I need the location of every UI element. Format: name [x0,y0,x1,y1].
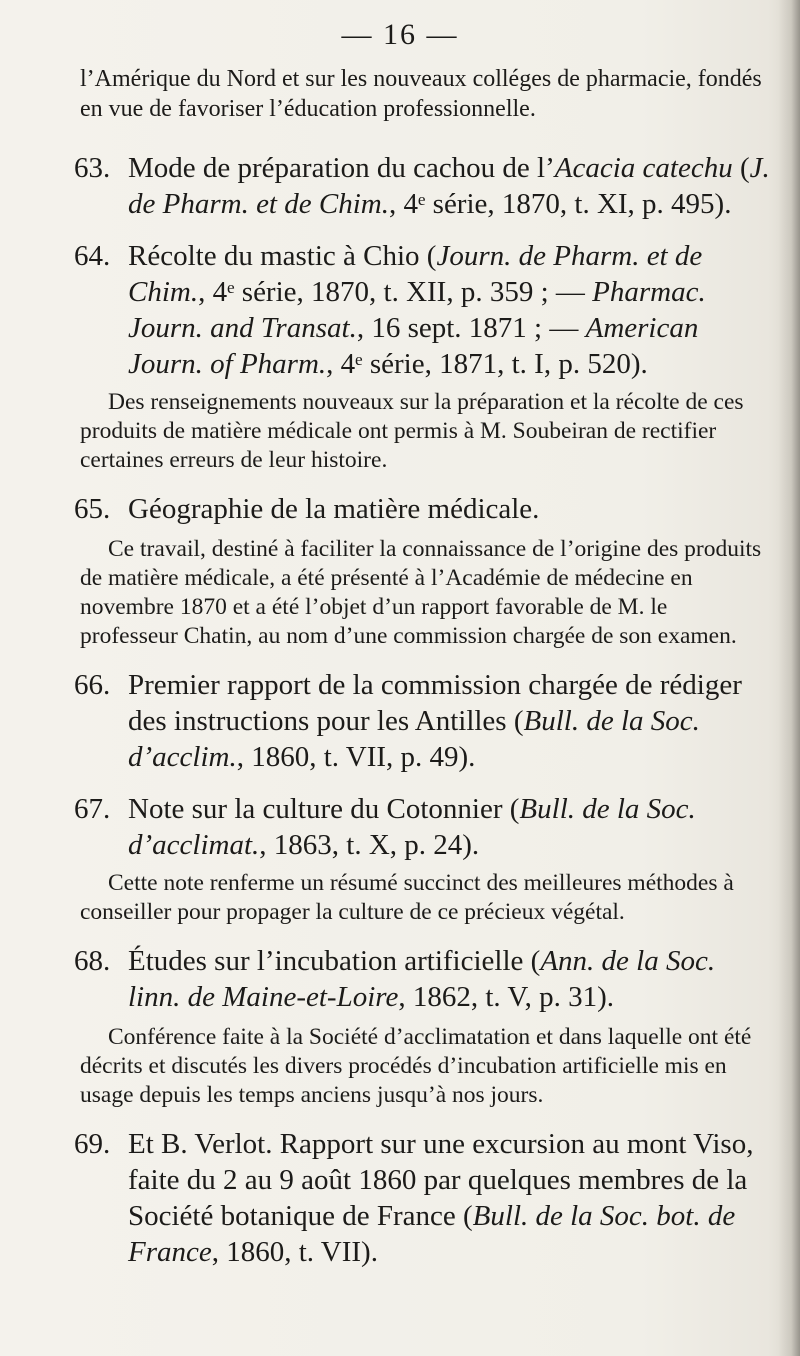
entry-title: Études sur l’incubation artificielle [128,945,524,977]
entry-ref-open: ( [523,945,541,977]
entry-heading [74,491,770,527]
entry-heading [74,238,770,382]
entry-heading [74,667,770,775]
entry-note: Cette note renferme un résumé succinct des meilleures méthodes à conseiller pour propager la culture de ce précieux végétal. [80,870,734,925]
entry-ref-open: ( [732,152,750,184]
entry-64 [74,238,770,475]
entry-ref-details: , 1860, t. VII, p. 49). [236,741,476,773]
entry-title: Récolte du mastic à Chio [128,240,420,272]
entry-ref-details: , 4ᵉ série, 1870, t. XII, p. 359 ; — [198,276,593,308]
entry-number: 64. [74,240,111,272]
entry-ref-journal: Bull. de la Soc. bot. de France [128,1200,736,1268]
entry-note: Conférence faite à la Société d’acclimatation et dans laquelle ont été décrits et discutés les divers procédés d’incubation artificielle mis en usage depuis les temps anciens jusqu’à nos jours. [80,1024,752,1108]
entry-title: Géographie de la matière médicale. [128,493,540,525]
entry-title-italic: Acacia catechu [554,152,733,184]
entry-ref-details: , 1860, t. VII). [211,1236,378,1268]
entry-title: Note sur la culture du Cotonnier [128,793,503,825]
entry-ref-details-3: , 4ᵉ série, 1871, t. I, p. 520). [326,348,648,380]
entry-ref-journal-2: Pharmac. Journ. and Transat. [128,276,706,344]
entry-ref-journal-3: American Journ. of Pharm. [128,312,699,380]
entry-ref-details-2: , 16 sept. 1871 ; — [356,312,586,344]
entry-ref-journal: Journ. de Pharm. et de Chim. [128,240,703,308]
entry-title: Mode de préparation du cachou de l’ [128,152,555,184]
entry-number: 68. [74,945,111,977]
entry-ref-open: ( [455,1200,473,1232]
page-edge-shadow [778,0,800,1356]
entry-67 [74,791,770,927]
entry-65 [74,491,770,651]
page-number: — 16 — [341,18,459,51]
entry-note: Des renseignements nouveaux sur la préparation et la récolte de ces produits de matière médicale ont permis à M. Soubeiran de rectifier certaines erreurs de leur histoire. [80,389,744,473]
entry-ref-open: ( [502,793,520,825]
entry-68 [74,943,770,1110]
entry-heading [74,791,770,863]
entry-note: Ce travail, destiné à faciliter la connaissance de l’origine des produits de matière médicale, a été présenté à l’Académie de médecine en novembre 1870 et a été l’objet d’un rapport favorable de M. le professeur Chatin, au nom d’une commission chargée de son examen. [80,536,762,649]
entry-number: 67. [74,793,111,825]
entry-heading [74,1126,770,1270]
lead-paragraph: l’Amérique du Nord et sur les nouveaux colléges de pharmacie, fondés en vue de favoriser l’éducation professionnelle. [80,66,762,122]
entry-ref-details: , 1863, t. X, p. 24). [259,829,480,861]
entry-ref-journal: J. de Pharm. et de Chim. [128,152,770,220]
entry-title: Et B. Verlot. Rapport sur une excursion au mont Viso, faite du 2 au 9 août 1860 par quelques membres de la Société botanique de France [128,1128,754,1232]
entry-number: 63. [74,152,111,184]
entry-number: 69. [74,1128,111,1160]
entry-number: 66. [74,669,111,701]
entry-title: Premier rapport de la commission chargée de rédiger des instructions pour les Antilles [128,669,742,737]
entry-66 [74,667,770,775]
entry-ref-open: ( [506,705,524,737]
entry-heading [74,150,770,222]
entry-ref-journal: Ann. de la Soc. linn. de Maine-et-Loire [128,945,716,1013]
page-content [74,64,770,1286]
entry-63 [74,150,770,222]
entry-number: 65. [74,493,111,525]
entry-ref-details: , 4ᵉ série, 1870, t. XI, p. 495). [388,188,732,220]
entry-ref-details: , 1862, t. V, p. 31). [398,981,614,1013]
entry-ref-journal: Bull. de la Soc. d’acclimat. [128,793,696,861]
entry-69 [74,1126,770,1270]
entry-ref-open: ( [419,240,437,272]
entry-heading [74,943,770,1015]
entry-ref-journal: Bull. de la Soc. d’acclim. [128,705,700,773]
